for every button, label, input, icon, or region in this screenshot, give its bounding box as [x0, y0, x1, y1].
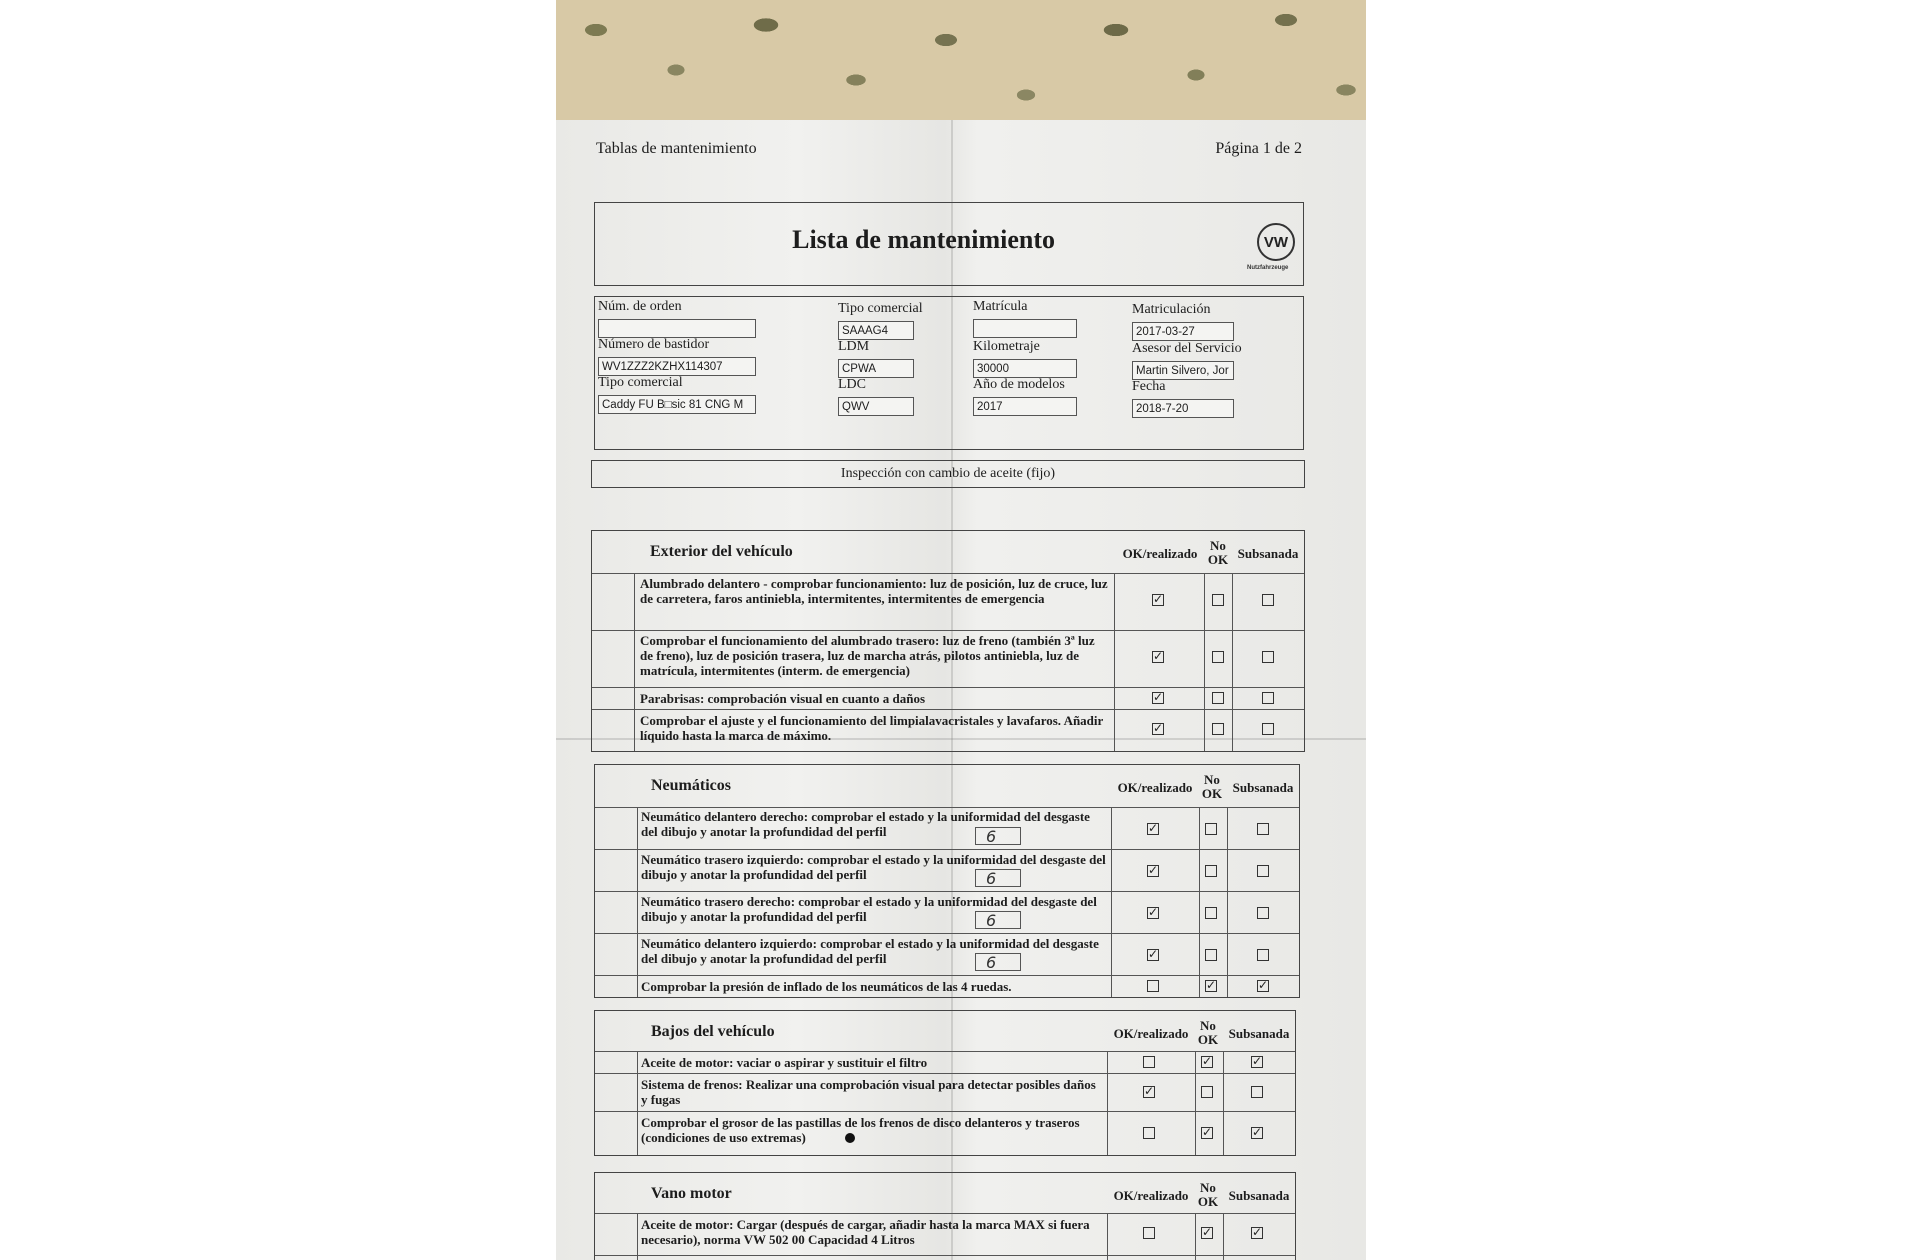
nook-checkbox[interactable] — [1205, 823, 1217, 835]
section-exterior — [591, 530, 1305, 752]
inspection-type: Inspección con cambio de aceite (fijo) — [591, 460, 1305, 488]
field-label-advisor: Asesor del Servicio — [1132, 341, 1242, 356]
checklist-item: Parabrisas: comprobación visual en cuanto a daños — [640, 691, 926, 706]
document-photo — [556, 0, 1366, 1260]
ok-checkbox[interactable] — [1147, 980, 1159, 992]
col-header-fixed: Subsanada — [1232, 780, 1294, 795]
col-header-ok: OK/realizado — [1113, 1188, 1189, 1203]
checklist-item: Neumático delantero izquierdo: comprobar el estado y la uniformidad del desgaste del dibujo y anotar la profundidad del perfil — [641, 936, 1099, 966]
ok-checkbox[interactable]: ✓ — [1153, 690, 1164, 704]
section-title: Vano motor — [651, 1185, 732, 1202]
vin-field[interactable]: WV1ZZZ2KZHX114307 — [598, 357, 756, 376]
section-tyres — [594, 764, 1300, 998]
service-advisor-field[interactable]: Martin Silvero, Jor — [1132, 361, 1234, 380]
ldc-field[interactable]: QWV — [838, 397, 914, 416]
title-box — [594, 202, 1304, 286]
checklist-item: Alumbrado delantero - comprobar funcionamiento: luz de posición, luz de cruce, luz de carretera, faros antiniebla, intermitentes, intermitentes de emergencia — [640, 576, 1108, 606]
nook-checkbox[interactable]: ✓ — [1202, 1225, 1213, 1239]
ok-checkbox[interactable]: ✓ — [1148, 947, 1159, 961]
col-header-fixed: Subsanada — [1228, 1188, 1290, 1203]
ok-checkbox[interactable]: ✓ — [1148, 863, 1159, 877]
tread-depth-field[interactable]: 6 — [975, 869, 1021, 887]
checklist-item: Neumático trasero izquierdo: comprobar el estado y la uniformidad del desgaste del dibujo y anotar la profundidad del perfil — [641, 852, 1106, 882]
ok-checkbox[interactable]: ✓ — [1144, 1084, 1155, 1098]
page-title: Lista de mantenimiento — [792, 225, 1055, 254]
col-header-ok: OK/realizado — [1122, 546, 1198, 561]
field-label-mileage: Kilometraje — [973, 339, 1040, 354]
nook-checkbox[interactable]: ✓ — [1202, 1054, 1213, 1068]
ok-checkbox[interactable] — [1143, 1127, 1155, 1139]
col-header-nook: No OK — [1197, 1180, 1219, 1209]
registration-date-field[interactable]: 2017-03-27 — [1132, 322, 1234, 341]
fixed-checkbox[interactable] — [1251, 1086, 1263, 1098]
nook-checkbox[interactable] — [1212, 651, 1224, 663]
ok-checkbox[interactable] — [1143, 1056, 1155, 1068]
fixed-checkbox[interactable] — [1262, 651, 1274, 663]
section-engine-bay — [594, 1172, 1296, 1260]
field-label-plate: Matrícula — [973, 299, 1028, 314]
checklist-item: Comprobar la presión de inflado de los neumáticos de las 4 ruedas. — [641, 979, 1012, 994]
checklist-item: Aceite de motor: vaciar o aspirar y sustituir el filtro — [641, 1055, 928, 1070]
header-left: Tablas de mantenimiento — [596, 140, 757, 157]
ldm-field[interactable]: CPWA — [838, 359, 914, 378]
ok-checkbox[interactable]: ✓ — [1148, 821, 1159, 835]
mileage-field[interactable]: 30000 — [973, 359, 1077, 378]
fixed-checkbox[interactable] — [1257, 865, 1269, 877]
field-label-commercial-type-2: Tipo comercial — [598, 375, 683, 390]
checklist-item: Comprobar el funcionamiento del alumbrado trasero: luz de freno (también 3ª luz de freno), luz de posición trasera, luz de marcha atrás, pilotos antiniebla, luz de matrícula, intermitentes (interm. de emergencia) — [640, 633, 1095, 678]
nook-checkbox[interactable] — [1212, 723, 1224, 735]
fixed-checkbox[interactable] — [1262, 723, 1274, 735]
ok-checkbox[interactable]: ✓ — [1153, 592, 1164, 606]
vw-logo-icon: VW — [1257, 223, 1295, 261]
field-label-vin: Número de bastidor — [598, 337, 710, 352]
col-header-nook: No OK — [1201, 772, 1223, 801]
order-number-field[interactable] — [598, 319, 756, 338]
section-underbody — [594, 1010, 1296, 1156]
fixed-checkbox[interactable] — [1257, 823, 1269, 835]
checklist-item: Neumático delantero derecho: comprobar el estado y la uniformidad del desgaste del dibujo y anotar la profundidad del perfil — [641, 809, 1090, 839]
section-title: Exterior del vehículo — [650, 543, 793, 560]
checklist-item: Aceite de motor: Cargar (después de cargar, añadir hasta la marca MAX si fuera necesario), norma VW 502 00 Capacidad 4 Litros — [641, 1217, 1090, 1247]
nook-checkbox[interactable] — [1205, 949, 1217, 961]
fabric-background — [556, 0, 1366, 124]
section-title: Neumáticos — [651, 777, 731, 794]
tread-depth-field[interactable]: 6 — [975, 827, 1021, 845]
col-header-nook: No OK — [1197, 1018, 1219, 1047]
field-label-model-year: Año de modelos — [973, 377, 1065, 392]
col-header-fixed: Subsanada — [1228, 1026, 1290, 1041]
plate-field[interactable] — [973, 319, 1077, 338]
vehicle-info-box — [594, 296, 1304, 450]
model-description-field[interactable]: Caddy FU B□sic 81 CNG M — [598, 395, 756, 414]
fixed-checkbox[interactable]: ✓ — [1252, 1125, 1263, 1139]
attention-dot-icon — [845, 1133, 855, 1143]
nook-checkbox[interactable]: ✓ — [1202, 1125, 1213, 1139]
maintenance-sheet — [556, 120, 1366, 1260]
tread-depth-field[interactable]: 6 — [975, 911, 1021, 929]
fixed-checkbox[interactable]: ✓ — [1252, 1054, 1263, 1068]
checklist-item: Comprobar el grosor de las pastillas de los frenos de disco delanteros y traseros (condiciones de uso extremas) — [641, 1115, 1080, 1145]
section-title: Bajos del vehículo — [651, 1023, 775, 1040]
field-label-commercial-type: Tipo comercial — [838, 301, 923, 316]
fixed-checkbox[interactable] — [1262, 594, 1274, 606]
checklist-item: Sistema de frenos: Realizar una comprobación visual para detectar posibles daños y fugas — [641, 1077, 1096, 1107]
fixed-checkbox[interactable]: ✓ — [1258, 978, 1269, 992]
col-header-fixed: Subsanada — [1237, 546, 1299, 561]
nook-checkbox[interactable] — [1205, 907, 1217, 919]
col-header-ok: OK/realizado — [1117, 780, 1193, 795]
col-header-ok: OK/realizado — [1113, 1026, 1189, 1041]
tread-depth-field[interactable]: 6 — [975, 953, 1021, 971]
ok-checkbox[interactable]: ✓ — [1153, 721, 1164, 735]
header-page-number: Página 1 de 2 — [1215, 140, 1302, 157]
field-label-registration: Matriculación — [1132, 302, 1211, 317]
model-year-field[interactable]: 2017 — [973, 397, 1077, 416]
commercial-type-field[interactable]: SAAAG4 — [838, 321, 914, 340]
field-label-date: Fecha — [1132, 379, 1166, 394]
ok-checkbox[interactable]: ✓ — [1153, 649, 1164, 663]
checklist-item: Comprobar el ajuste y el funcionamiento del limpialavacristales y lavafaros. Añadir líquido hasta la marca de máximo. — [640, 713, 1104, 743]
field-label-ldm: LDM — [838, 339, 870, 354]
nook-checkbox[interactable] — [1212, 594, 1224, 606]
ok-checkbox[interactable]: ✓ — [1148, 905, 1159, 919]
fixed-checkbox[interactable]: ✓ — [1252, 1225, 1263, 1239]
vw-logo-subtitle: Nutzfahrzeuge — [1247, 265, 1289, 271]
date-field[interactable]: 2018-7-20 — [1132, 399, 1234, 418]
nook-checkbox[interactable] — [1201, 1086, 1213, 1098]
nook-checkbox[interactable] — [1205, 865, 1217, 877]
fixed-checkbox[interactable] — [1257, 949, 1269, 961]
ok-checkbox[interactable] — [1143, 1227, 1155, 1239]
nook-checkbox[interactable] — [1212, 692, 1224, 704]
field-label-order: Núm. de orden — [598, 299, 682, 314]
nook-checkbox[interactable]: ✓ — [1206, 978, 1217, 992]
fixed-checkbox[interactable] — [1262, 692, 1274, 704]
fixed-checkbox[interactable] — [1257, 907, 1269, 919]
col-header-nook: No OK — [1207, 538, 1229, 567]
checklist-item: Neumático trasero derecho: comprobar el estado y la uniformidad del desgaste del dibujo y anotar la profundidad del perfil — [641, 894, 1097, 924]
field-label-ldc: LDC — [838, 377, 866, 392]
